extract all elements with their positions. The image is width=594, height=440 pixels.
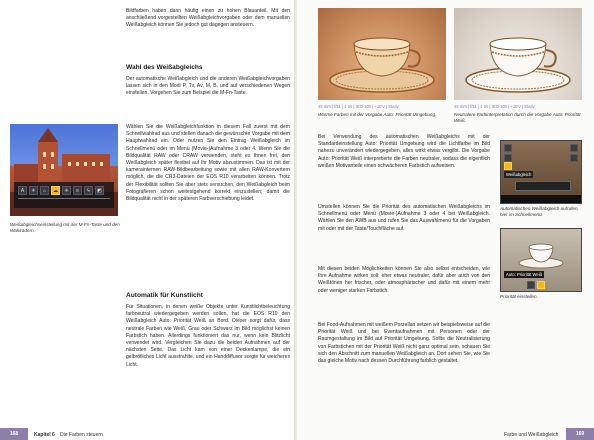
building-photo — [10, 124, 118, 216]
para-moeglichkeiten: Mit diesen beiden Möglichkeiten können Sie also selbst entscheiden, wie Ihre Aufnahme wirken soll: eher etwas neutraler, dafür aber auch von den Weißtönen her frischer, oder atmosphärischer und dafür mit einem mehr oder weniger starken Farbstich. — [318, 266, 490, 294]
para-umstellen: Umstellen können Sie die Priorität des automatischen Weißabgleichs im Schnellmenü oder Menü (Movie-)Aufnahme 3 oder 4 bei Weißabgleich. Wählen Sie den AWB aus und rufen Sie das Auswahlmenü für die Vorgaben mit oder mit der Taste/Touchfläche auf. — [318, 204, 490, 232]
cam1-tile-1[interactable] — [504, 144, 512, 152]
awb-icon: A — [20, 188, 25, 194]
wb-overlay-panel — [14, 182, 114, 208]
wb-tile-flash[interactable] — [84, 186, 93, 195]
wb-tile-tungsten[interactable] — [62, 186, 71, 195]
intro-paragraph: Bildfarben haben dann häufig einen zu hohen Blauanteil. Mit den anschließend vorgestellten Weißabgleichvorgaben oder dem manuellen Weißabgleich können Sie jedoch gut dagegen ansteuern. — [126, 8, 290, 29]
sun-icon: ☀ — [31, 188, 36, 194]
bulb-icon: ✳ — [64, 188, 69, 194]
fluorescent-icon: ≡ — [76, 188, 79, 194]
footer-right-title: Farbe und Weißabgleich — [504, 432, 559, 438]
heading-weissabgleich: Wahl des Weißabgleichs — [126, 64, 203, 71]
page-number-left: 168 — [0, 428, 28, 440]
flash-icon: ϟ — [87, 188, 90, 194]
wb-scale-line — [18, 198, 110, 199]
cam1-caption: Automatischen Weißabgleich aufrufen, hier im Schnellmenü. — [500, 206, 579, 217]
para-auto-wb: Der automatische Weißabgleich und die anderen Weißabgleichvorgaben lassen sich in den Modi P, Tv, Av, M, B, und auf verschiedenen Wegen einstellen. Vorgehen Sie zum Beispiel die M-Fn-Taste. — [126, 76, 290, 97]
footer-chapter: Kapitel 6 — [34, 432, 55, 438]
camera-priority-screen — [500, 228, 582, 292]
wb-tile-daylight[interactable] — [29, 186, 38, 195]
footer-chapter-title: Die Farben steuern — [60, 432, 103, 438]
camera-quick-menu-screen — [500, 140, 582, 204]
cloud-icon: ☁ — [53, 188, 58, 194]
para-kunstlicht: Für Situationen, in denen weiße Objekte unter Kunstlichtbeleuchtung farbneutral wiedergegeben werden sollen, hat die EOS R10 den Weißabgleich Auto: Priorität Weiß an Bord. Dieser sorgt dafür, dass neutrale Farben wie Weiß, Grau oder Schwarz im Bild möglichst keinen Farbstich haben. Allerdings funktioniert das nur, wenn kein Blitzlicht verwendet wird. Vergleichen Sie dazu die beiden Aufnahmen auf der nächsten Seite. Das Licht kam von einer Deckenlampe, die ein gelbrötliches Licht ausstrahlte, und ein Handdiffusor sorgte für weicheres Licht. — [126, 304, 290, 368]
cam1-wb-bar[interactable] — [515, 181, 571, 191]
left-page — [0, 0, 296, 440]
cam2-caption: Priorität einstellen. — [500, 294, 538, 299]
wb-tile-awb[interactable] — [18, 186, 27, 195]
wb-tile-fluorescent[interactable] — [73, 186, 82, 195]
cam1-label: Weißabgleich — [506, 172, 532, 177]
cam1-tile-wb-active[interactable] — [504, 162, 512, 170]
cam1-tile-2[interactable] — [504, 154, 512, 162]
page-number-right: 169 — [566, 428, 594, 440]
cam1-tile-right-1[interactable] — [570, 144, 578, 152]
heading-kunstlicht: Automatik für Kunstlicht — [126, 292, 203, 299]
teacup-neutral-illustration — [454, 8, 582, 100]
para-vergleich: Bei Verwendung des automatischen Weißabgleichs mit der Standardeinstellung Auto: Priorität Umgebung wird die Lichtfarbe im Bild nahezu unverändert wiedergegeben, alles wirkt etwas vergilbt. Die Vorgabe Auto: Priorität Weiß interpretierte die Farben neutraler, sodass die eigentlich weißen Motivanteile einen schwächeren Farbstich aufweisen. — [318, 134, 490, 169]
teacup-photo-neutral — [454, 8, 582, 100]
shade-icon: ⌂ — [42, 188, 47, 194]
para-food: Bei Food-Aufnahmen mit weißem Porzellan setzen wir beispielsweise auf die Priorität Weiß und bei Eventaufnahmen mit Personen oder der Raumgestaltung im Bild auf Priorität Umgebung. Sollte die Neutralisierung von Farbstichen mit der Priorität Weiß nicht ganz optimal sein, schauen Sie sich den Abschnitt zum manuellen Weißabgleich an. Dort sehen Sie, wie Sie das gleiche Motiv nach dessen Durchführung farblich gestaltet. — [318, 322, 490, 365]
para-wb-function: Wählen Sie die Weißabgleichfunktion in diesem Fall zuerst mit dem Schnellwahlrad aus und stellen danach die gewünschte Vorgabe mit dem Hauptwahlrad ein. Oder nutzen Sie den Eintrag Weißabgleich im Schnellmenü oder im Menü (Movie-)Aufnahme 3 oder 4. Wenn Sie die Bildqualität RAW oder CRAW verwenden, steht es Ihnen frei, den Weißabgleich später flexibel auf Ihr Motiv abzustimmen. Das ist mit der kamerainternen RAW-Bildbearbeitung sowie mit allen RAW-Konvertern möglich, die die CR3-Dateien der EOS R10 verarbeiten können. Trotz der Flexibilität sollten Sie aber stets versuchen, den Weißabgleich beim Fotografieren schon weitestgehend korrekt einzustellen; damit die Bildqualität nicht in der späteren Farbverschiebung leidet. — [126, 124, 290, 203]
building-photo-caption: Weißabgleichseinstellung mit der M-Fn-Taste und den Wahlrädern. — [10, 222, 120, 233]
photo1-caption: Warme Farben mit der Vorgabe Auto: Priorität Umgebung. — [318, 112, 437, 117]
photo2-caption: Neutralere Farbinterpretation durch die Vorgabe Auto: Priorität Weiß. — [454, 112, 581, 123]
photo1-exif: 45 mm | f/11 | 4.5s | ISO 100 | +1EV | Stativ — [318, 104, 399, 109]
wb-tile-shade[interactable] — [40, 186, 49, 195]
custom-wb-icon: ◩ — [97, 188, 102, 194]
cam1-bottom-strip — [501, 195, 581, 203]
cam2-teacup-icon — [501, 233, 581, 273]
wb-tile-cloudy[interactable] — [51, 186, 60, 195]
cam2-tile-white[interactable] — [537, 281, 545, 289]
cam2-label: Auto: Priorität Weiß — [506, 272, 543, 277]
cam2-tile-ambience[interactable] — [527, 281, 535, 289]
cam1-tile-right-2[interactable] — [570, 154, 578, 162]
teacup-photo-warm — [318, 8, 446, 100]
wb-tile-custom[interactable] — [95, 186, 104, 195]
photo2-exif: 45 mm | f/11 | 4.5s | ISO 100 | +1EV | Stativ — [454, 104, 535, 109]
teacup-warm-illustration — [318, 8, 446, 100]
